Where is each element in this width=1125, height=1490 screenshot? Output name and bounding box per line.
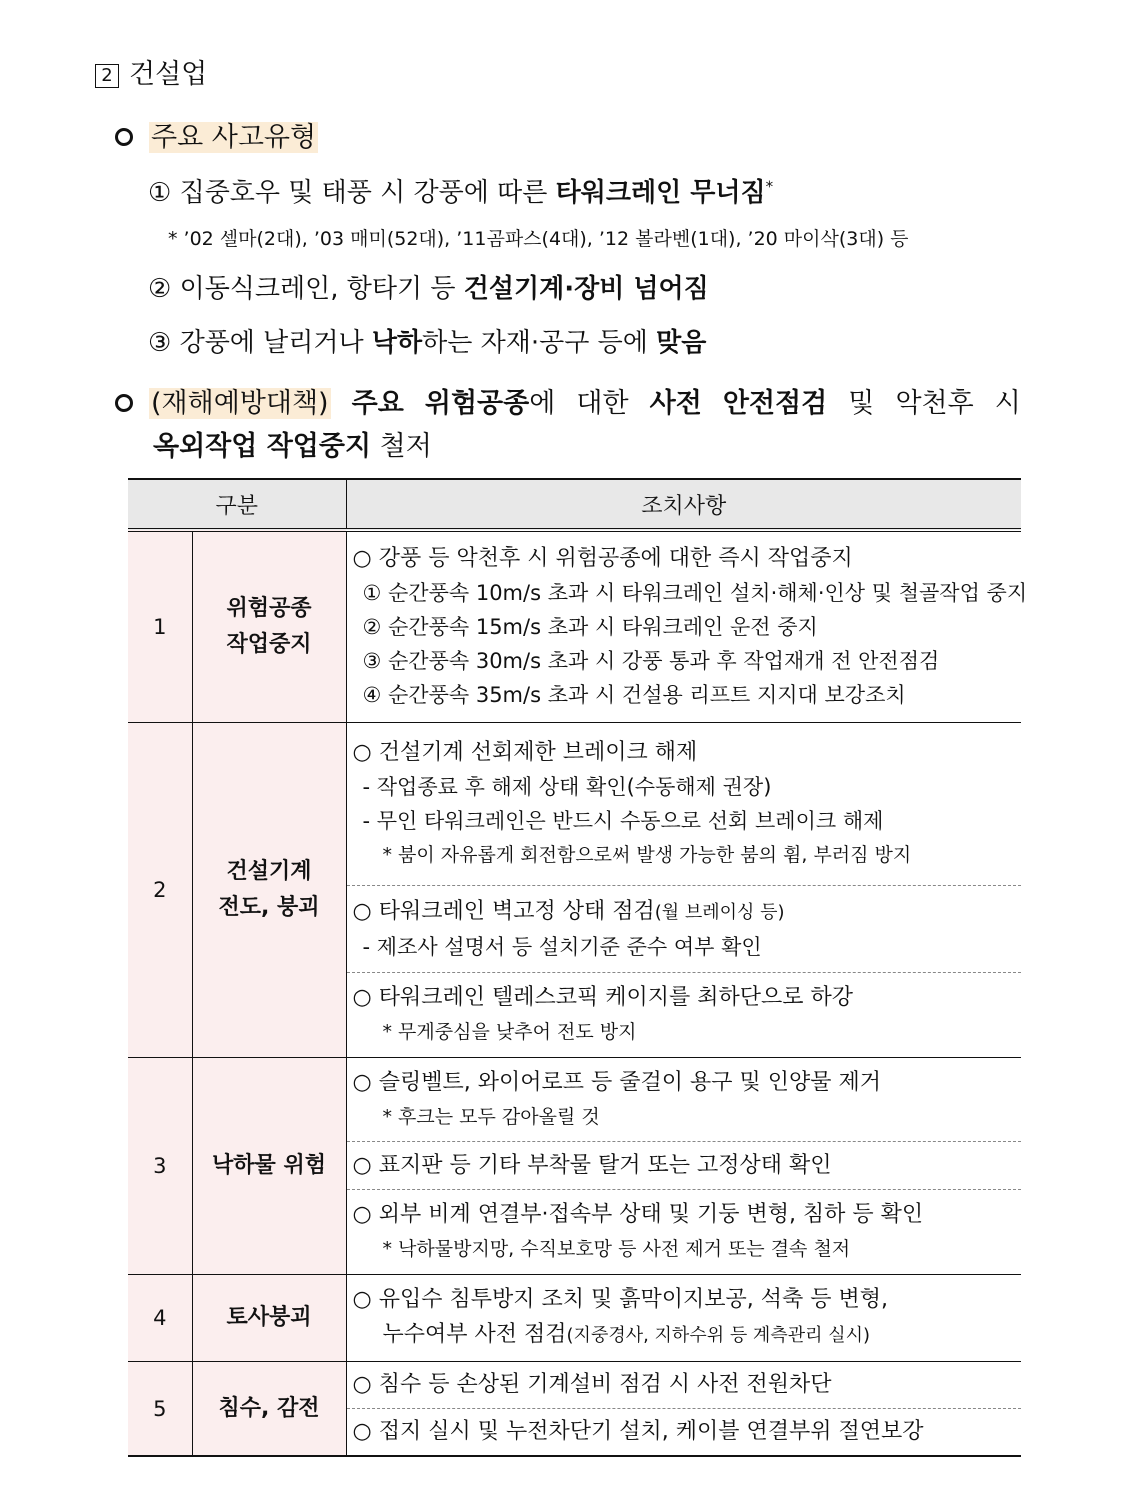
row-number: 5 <box>128 1362 192 1457</box>
row-measures: ○ 건설기계 선회제한 브레이크 해제 - 작업종료 후 해제 상태 확인(수동해제 권장) - 무인 타워크레인은 반드시 수동으로 선회 브레이크 해제 * 붐이 자유롭게 회전함으로써 발생 가능한 붐의 휨, 부러짐 방지 <box>346 723 1021 886</box>
header-measures: 조치사항 <box>346 479 1021 530</box>
row-measures: ○ 강풍 등 악천후 시 위험공종에 대한 즉시 작업중지 ① 순간풍속 10m/s 초과 시 타워크레인 설치·해체·인상 및 철골작업 중지 ② 순간풍속 15m/s 초과 시 타워크레인 운전 중지 ③ 순간풍속 30m/s 초과 시 강풍 통과 후 작업재개 전 안전점검 ④ 순간풍속 35m/s 초과 시 건설용 리프트 지지대 보강조치 <box>346 530 1021 723</box>
heading-number-box: 2 <box>95 64 119 88</box>
table-row <box>128 1275 1021 1362</box>
circle-bullet-icon <box>115 394 133 412</box>
row-measures: ○ 외부 비계 연결부·접속부 상태 및 기둥 변형, 침하 등 확인 * 낙하물방지망, 수직보호망 등 사전 제거 또는 결속 철저 <box>346 1190 1021 1275</box>
row-number: 1 <box>128 530 192 723</box>
row-measures: ○ 접지 실시 및 누전차단기 설치, 케이블 연결부위 절연보강 <box>346 1409 1021 1457</box>
row-category: 낙하물 위험 <box>192 1058 346 1275</box>
section-label: 주요 사고유형 <box>151 122 317 153</box>
accident-item-1: ① 집중호우 및 태풍 시 강풍에 따른 타워크레인 무너짐* <box>148 177 774 208</box>
row-measures: ○ 타워크레인 벽고정 상태 점검(월 브레이싱 등) - 제조사 설명서 등 설치기준 준수 여부 확인 <box>346 886 1021 973</box>
accident-item-3: ③ 강풍에 날리거나 낙하하는 자재·공구 등에 맞음 <box>148 328 707 358</box>
row-category: 건설기계 전도, 붕괴 <box>192 723 346 1058</box>
prevention-line-1: (재해예방대책) 주요 위험공종에 대한 사전 안전점검 및 악천후 시 <box>115 381 1021 420</box>
prevention-line-2: 옥외작업 작업중지 철저 <box>153 431 432 462</box>
measures-table <box>128 478 1028 1457</box>
row-category: 위험공종 작업중지 <box>192 530 346 723</box>
row-number: 2 <box>128 723 192 1058</box>
circle-bullet-icon <box>115 128 133 146</box>
table-row <box>128 723 1021 886</box>
table-row <box>128 1362 1021 1409</box>
row-measures: ○ 타워크레인 텔레스코픽 케이지를 최하단으로 하강 * 무게중심을 낮추어 전도 방지 <box>346 973 1021 1058</box>
row-measures: ○ 유입수 침투방지 조치 및 흙막이지보공, 석축 등 변형, 누수여부 사전 점검(지중경사, 지하수위 등 계측관리 실시) <box>346 1275 1021 1362</box>
typhoon-note: * ’02 셀마(2대), ’03 매미(52대), ’11곰파스(4대), ’12 볼라벤(1대), ’20 마이삭(3대) 등 <box>168 228 909 250</box>
section-heading <box>95 52 207 91</box>
row-category: 침수, 감전 <box>192 1362 346 1457</box>
row-measures: ○ 침수 등 손상된 기계설비 점검 시 사전 전원차단 <box>346 1362 1021 1409</box>
section-accident-types <box>115 115 318 154</box>
header-category: 구분 <box>128 479 346 530</box>
table-row <box>128 1058 1021 1142</box>
row-measures: ○ 슬링벨트, 와이어로프 등 줄걸이 용구 및 인양물 제거 * 후크는 모두 감아올릴 것 <box>346 1058 1021 1142</box>
heading-text: 건설업 <box>129 59 208 90</box>
section-prevention <box>115 381 1021 420</box>
accident-item-2: ② 이동식크레인, 항타기 등 건설기계·장비 넘어짐 <box>148 274 709 304</box>
row-number: 4 <box>128 1275 192 1362</box>
row-measures: ○ 표지판 등 기타 부착물 탈거 또는 고정상태 확인 <box>346 1142 1021 1190</box>
prevention-tag: (재해예방대책) <box>151 388 329 419</box>
row-category: 토사붕괴 <box>192 1275 346 1362</box>
table-row <box>128 530 1021 723</box>
row-number: 3 <box>128 1058 192 1275</box>
